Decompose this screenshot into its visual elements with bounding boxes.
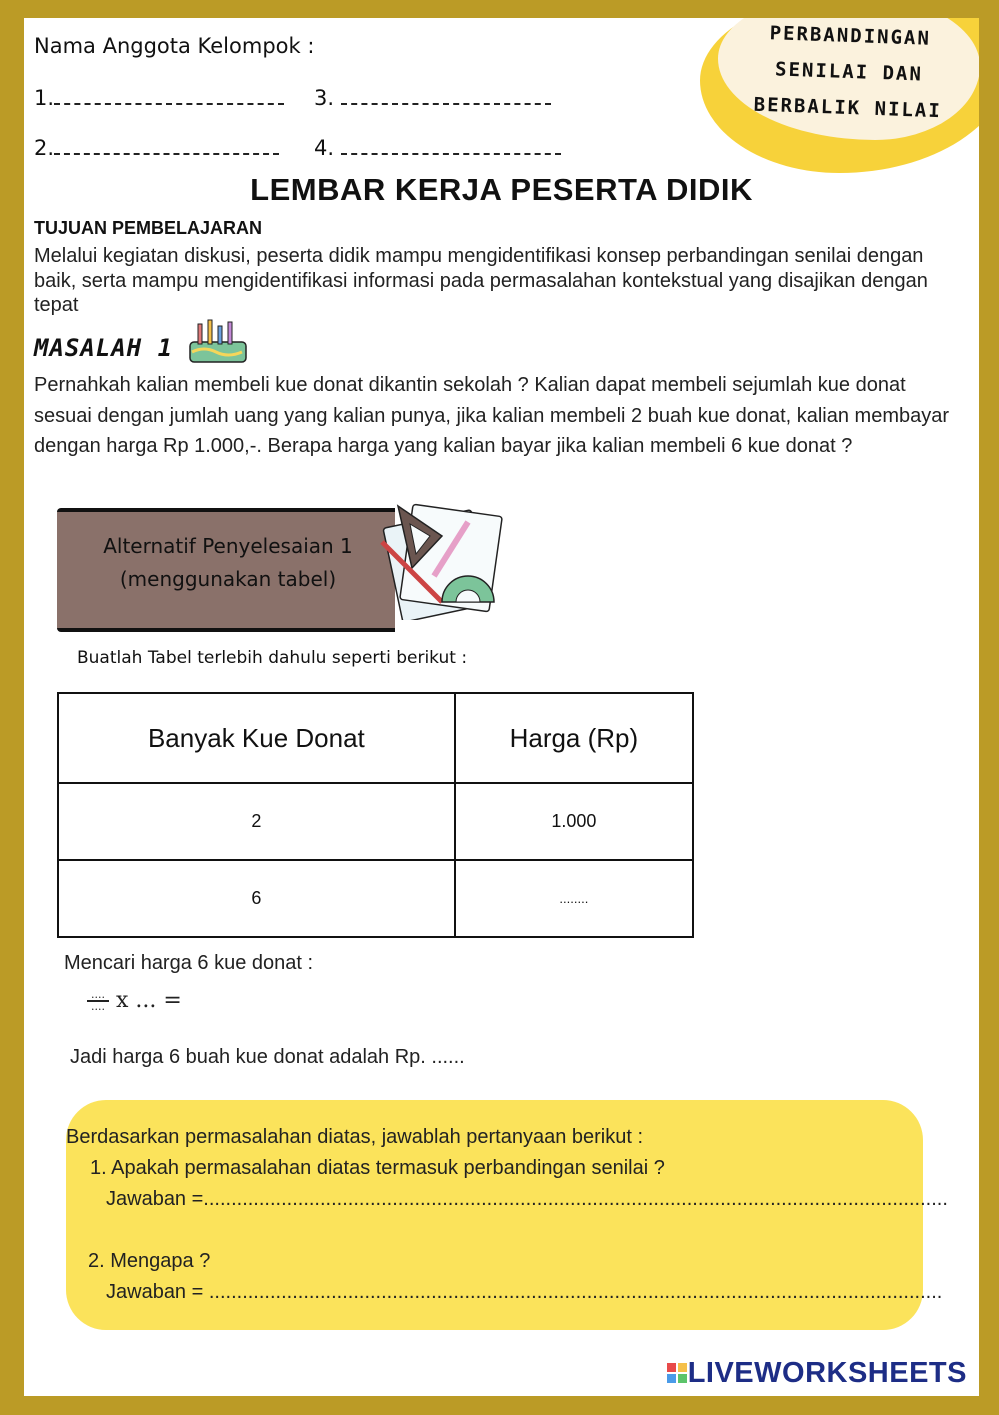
table-row: [58, 860, 693, 937]
liveworksheets-logo: [666, 1357, 967, 1390]
alternative-line-1: Alternatif Penyelesaian 1: [103, 534, 353, 558]
member-number-2: 2.: [34, 136, 55, 160]
table-cell: 2: [58, 783, 455, 860]
member-line-1[interactable]: [54, 103, 284, 105]
member-number-4: 4.: [314, 136, 335, 160]
table-cell: 6: [58, 860, 455, 937]
problem-text: Pernahkah kalian membeli kue donat dikantin sekolah ? Kalian dapat membeli sejumlah kue donat sesuai dengan jumlah uang yang kalian punya, jika kalian membeli 2 buah kue donat, kalian membayar dengan harga Rp 1.000,-. Berapa harga yang kalian bayar jika kalian membeli 6 kue donat ?: [34, 374, 950, 457]
table-header-row: [58, 693, 693, 783]
member-slot-4: [314, 136, 561, 160]
member-number-3: 3.: [314, 86, 335, 110]
topic-badge: [716, 18, 979, 131]
worksheet-page: [24, 18, 979, 1396]
conclusion-text: Jadi harga 6 buah kue donat adalah Rp. ......: [70, 1046, 465, 1068]
member-line-2[interactable]: [54, 153, 279, 155]
badge-line-1: PERBANDINGAN: [769, 22, 932, 50]
questions-text: [66, 1122, 948, 1308]
question-2: 2. Mengapa ?: [88, 1250, 211, 1272]
answer-cell[interactable]: ........: [455, 860, 693, 937]
ratio-formula[interactable]: [87, 988, 182, 1013]
formula-rest: x ... =: [116, 988, 182, 1013]
group-label: Nama Anggota Kelompok :: [34, 34, 315, 58]
member-slot-1: [34, 86, 284, 110]
alternative-line-2: (menggunakan tabel): [119, 567, 337, 591]
table-header-quantity: Banyak Kue Donat: [58, 693, 455, 783]
formula-denominator: ....: [91, 1000, 105, 1013]
page-title: LEMBAR KERJA PESERTA DIDIK: [250, 172, 753, 207]
member-line-3[interactable]: [341, 103, 551, 105]
question-1: 1. Apakah permasalahan diatas termasuk perbandingan senilai ?: [90, 1157, 665, 1179]
member-slot-3: [314, 86, 551, 110]
decor-dot-small: [783, 154, 789, 160]
find-price-label: Mencari harga 6 kue donat :: [64, 952, 314, 974]
badge-line-2: SENILAI DAN: [774, 58, 924, 86]
member-line-4[interactable]: [341, 153, 561, 155]
table-header-price: Harga (Rp): [455, 693, 693, 783]
stationery-icon: [184, 318, 256, 366]
answer-1-field[interactable]: Jawaban =......................................................................................................................................: [106, 1188, 948, 1210]
objective-heading: TUJUAN PEMBELAJARAN: [34, 218, 263, 238]
questions-intro: Berdasarkan permasalahan diatas, jawablah pertanyaan berikut :: [66, 1126, 644, 1148]
table-cell: 1.000: [455, 783, 693, 860]
decor-dot: [794, 144, 812, 162]
formula-numerator: ....: [91, 988, 105, 1001]
alternative-label: [57, 530, 399, 596]
member-number-1: 1.: [34, 86, 55, 110]
objective-text: Melalui kegiatan diskusi, peserta didik mampu mengidentifikasi konsep perbandingan senilai dengan baik, serta mampu mengidentifikasi informasi pada permasalahan kontekstual yang disajikan dengan tepat: [34, 245, 928, 316]
member-slot-2: [34, 136, 279, 160]
logo-mark-icon: [666, 1362, 688, 1384]
badge-line-3: BERBALIK NILAI: [753, 93, 943, 123]
donut-price-table: [57, 692, 694, 938]
problem-heading: MASALAH 1: [34, 334, 174, 362]
geometry-tools-icon: [372, 502, 504, 620]
table-row: [58, 783, 693, 860]
brand-text: LIVEWORKSHEETS: [687, 1357, 967, 1389]
table-instruction: Buatlah Tabel terlebih dahulu seperti berikut :: [77, 648, 468, 668]
answer-2-field[interactable]: Jawaban = ....................................................................................................................................: [106, 1281, 943, 1303]
